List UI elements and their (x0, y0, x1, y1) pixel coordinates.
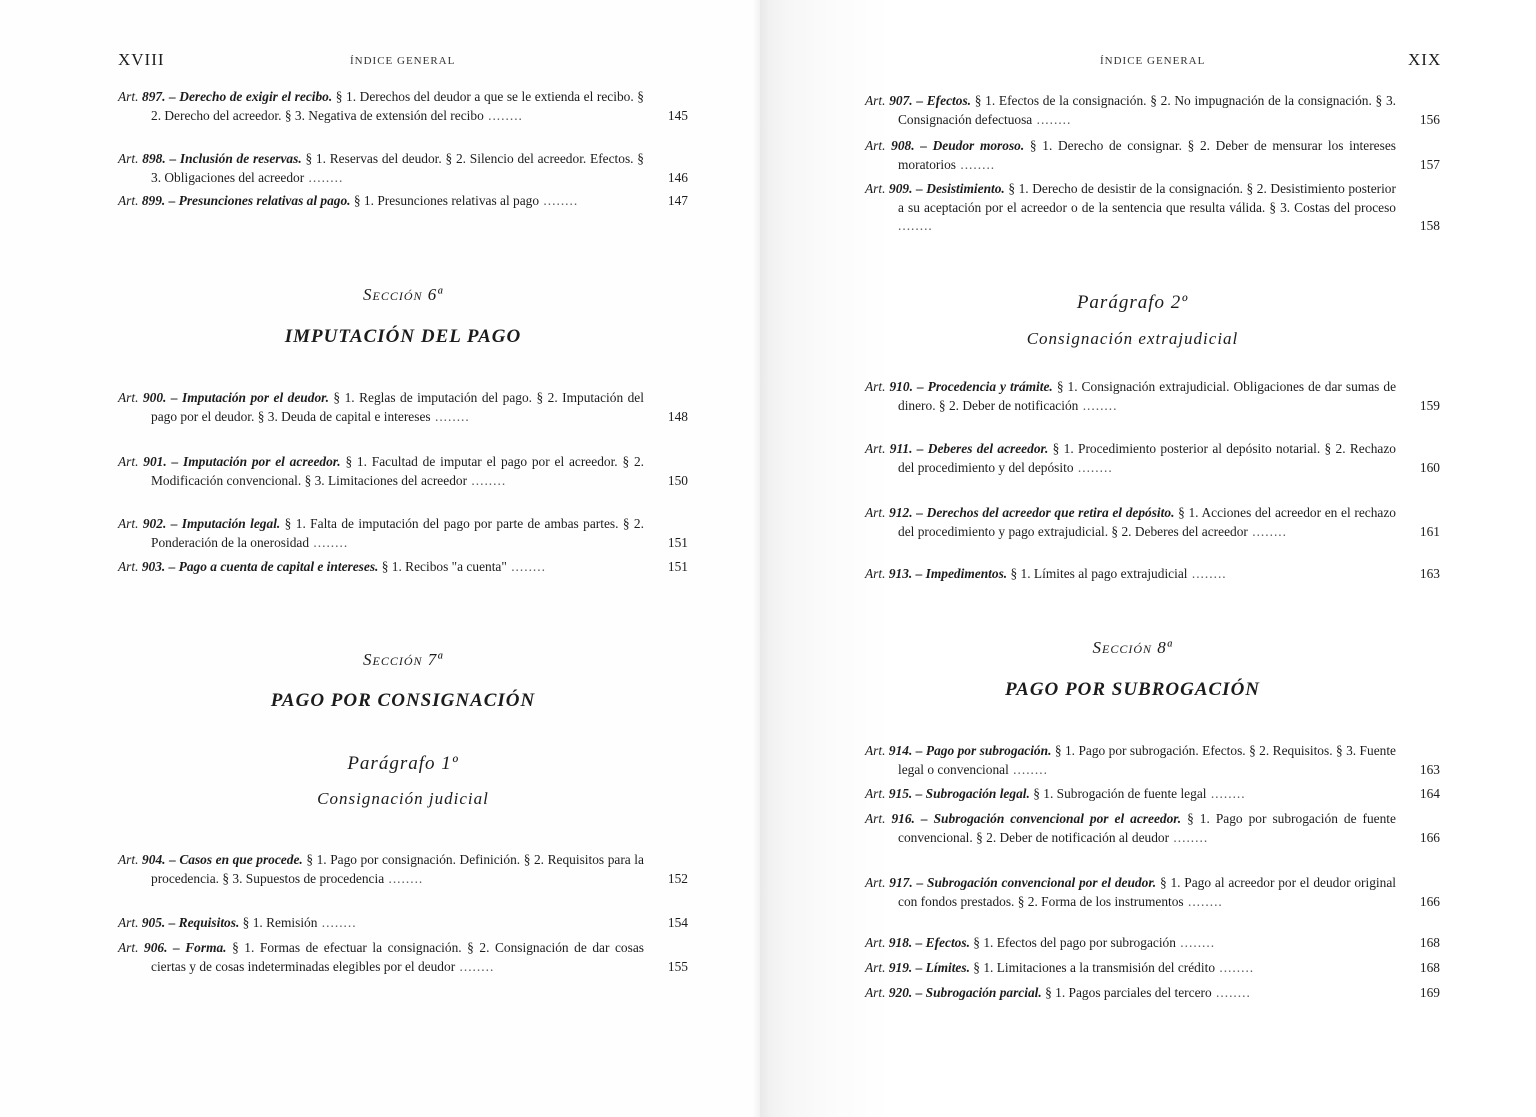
entry-body (865, 440, 1440, 477)
page-ref: 163 (1419, 566, 1440, 581)
toc-entry (865, 984, 1440, 1003)
article-text: § 1. Consignación extrajudicial. Obligaciones de dar sumas de dinero. § 2. Deber de notificación (898, 379, 1397, 413)
article-prefix: Art. (118, 852, 139, 867)
article-prefix: Art. (865, 379, 886, 394)
article-prefix: Art. (865, 935, 886, 950)
entry-body (865, 810, 1440, 847)
article-number: 897. (142, 89, 166, 104)
page-ref: 158 (1419, 218, 1440, 233)
leader-dots: ........ (1206, 786, 1246, 801)
article-number: 915. (888, 786, 913, 801)
page-ref: 151 (667, 534, 688, 550)
article-title: – Inclusión de reservas. (169, 151, 302, 166)
toc-entry (118, 150, 688, 187)
toc-entry (865, 440, 1440, 477)
section-label: Sección 7ª (363, 650, 443, 669)
page-ref: 145 (667, 107, 688, 123)
entry-body (865, 137, 1440, 174)
page-ref: 163 (1419, 761, 1440, 777)
paragraph-title: Consignación extrajudicial (1026, 329, 1239, 348)
article-prefix: Art. (118, 940, 139, 955)
article-number: 908. (891, 138, 915, 153)
article-prefix: Art. (865, 960, 886, 975)
page-ref: 155 (667, 958, 688, 974)
leader-dots: ........ (1187, 566, 1227, 581)
entry-body (865, 742, 1440, 779)
leader-dots: ........ (1215, 960, 1255, 975)
page-ref: 160 (1419, 459, 1440, 475)
toc-entry (865, 92, 1440, 129)
toc-entry (118, 88, 688, 125)
article-prefix: Art. (865, 875, 886, 890)
article-text: § 1. Pago por subrogación de fuente convencional. § 2. Deber de notificación al deudor (898, 811, 1396, 845)
article-number: 913. (888, 566, 913, 581)
entry-body (865, 378, 1440, 415)
article-text: § 1. Pago al acreedor por el deudor original con fondos prestados. § 2. Forma de los instrumentos (898, 875, 1396, 909)
article-prefix: Art. (865, 985, 886, 1000)
article-text: § 1. Pago por consignación. Definición. § 2. Requisitos para la procedencia. § 3. Supuestos de procedencia (151, 852, 644, 886)
article-number: 912. (889, 505, 913, 520)
page-ref: 168 (1419, 960, 1440, 975)
page-ref: 166 (1419, 829, 1440, 845)
page-ref: 147 (667, 193, 688, 208)
leader-dots: ........ (1175, 935, 1216, 950)
article-number: 902. (142, 516, 167, 531)
entry-body (118, 515, 688, 552)
article-prefix: Art. (865, 181, 886, 196)
article-text: § 1. Reservas del deudor. § 2. Silencio del acreedor. Efectos. § 3. Obligaciones del acreedor (151, 151, 644, 185)
section-title: PAGO POR SUBROGACIÓN (1004, 679, 1261, 700)
article-title: – Derechos del acreedor que retira el depósito. (916, 505, 1175, 520)
entry-body (865, 984, 1440, 1003)
page-ref: 168 (1419, 935, 1440, 950)
article-text: § 1. Acciones del acreedor en el rechazo del procedimiento y pago extrajudicial. § 2. Deberes del acreedor (898, 505, 1397, 539)
article-title: – Derecho de exigir el recibo. (169, 89, 333, 104)
leader-dots: ........ (1008, 761, 1048, 777)
entry-body (118, 558, 688, 577)
article-title: – Imputación por el acreedor. (171, 454, 341, 469)
article-text: § 1. Presunciones relativas al pago (353, 193, 540, 208)
article-title: – Imputación por el deudor. (170, 390, 329, 405)
article-text: § 1. Pago por subrogación. Efectos. § 2. Requisitos. § 3. Fuente legal o convencional (898, 743, 1396, 777)
article-prefix: Art. (118, 89, 139, 104)
entry-body (865, 785, 1440, 804)
article-number: 919. (888, 960, 913, 975)
entry-body (118, 939, 688, 976)
paragraph-label: Parágrafo 1º (347, 753, 459, 774)
article-text: § 1. Limitaciones a la transmisión del crédito (973, 960, 1216, 975)
article-title: – Requisitos. (168, 915, 240, 930)
entry-body (865, 934, 1440, 953)
section-title: PAGO POR CONSIGNACIÓN (270, 690, 536, 711)
article-title: – Pago a cuenta de capital e intereses. (168, 559, 379, 574)
toc-entry (865, 810, 1440, 847)
toc-entry (118, 453, 688, 490)
toc-entry (865, 874, 1440, 911)
article-title: – Desistimiento. (916, 181, 1005, 196)
article-text: § 1. Formas de efectuar la consignación. § 2. Consignación de dar cosas ciertas y de cosas indeterminadas elegibles por el deudor (151, 940, 644, 974)
page-ref: 169 (1419, 985, 1440, 1000)
entry-body (865, 180, 1440, 236)
article-prefix: Art. (865, 93, 886, 108)
article-text: § 1. Derecho de consignar. § 2. Deber de mensurar los intereses moratorios (898, 138, 1396, 172)
toc-entry (865, 137, 1440, 174)
page-ref: 164 (1419, 786, 1440, 801)
article-text: § 1. Derechos del deudor a que se le extienda el recibo. § 2. Derecho del acreedor. § 3. Negativa de extensión del recibo (151, 89, 644, 123)
article-prefix: Art. (118, 151, 139, 166)
article-text: § 1. Reglas de imputación del pago. § 2. Imputación del pago por el deudor. § 3. Deuda de capital e intereses (151, 390, 644, 424)
leader-dots: ........ (467, 472, 507, 488)
article-number: 918. (888, 935, 913, 950)
page-ref: 151 (667, 559, 688, 574)
article-title: – Imputación legal. (170, 516, 281, 531)
article-number: 907. (889, 93, 913, 108)
entry-body (118, 88, 688, 125)
article-number: 903. (141, 559, 166, 574)
article-text: § 1. Efectos de la consignación. § 2. No impugnación de la consignación. § 3. Consignación defectuosa (898, 93, 1396, 127)
leader-dots: ........ (1169, 829, 1209, 845)
toc-entry (865, 180, 1440, 236)
article-text: § 1. Falta de imputación del pago por parte de ambas partes. § 2. Ponderación de la onerosidad (151, 516, 644, 550)
page-ref: 156 (1419, 111, 1440, 127)
article-title: – Límites. (915, 960, 970, 975)
entry-body (865, 959, 1440, 978)
article-number: 920. (888, 985, 913, 1000)
leader-dots: ........ (304, 169, 344, 185)
toc-entry (118, 515, 688, 552)
page-number: XVIII (118, 50, 165, 69)
leader-dots: ........ (1211, 985, 1251, 1000)
page-ref: 161 (1419, 523, 1440, 539)
page-ref: 150 (667, 472, 688, 488)
article-title: – Subrogación convencional por el deudor. (916, 875, 1157, 890)
entry-body (865, 565, 1440, 584)
toc-entry (118, 851, 688, 888)
article-prefix: Art. (118, 193, 139, 208)
article-prefix: Art. (865, 811, 886, 826)
article-prefix: Art. (865, 441, 886, 456)
article-number: 917. (889, 875, 913, 890)
article-title: – Subrogación convencional por el acreedor. (920, 811, 1182, 826)
entry-body (118, 914, 688, 933)
article-title: – Pago por subrogación. (915, 743, 1052, 758)
article-title: – Efectos. (915, 935, 970, 950)
article-text: § 1. Facultad de imputar el pago por el acreedor. § 2. Modificación convencional. § 3. Limitaciones del acreedor (151, 454, 644, 488)
page-ref: 159 (1419, 397, 1440, 413)
entry-body (118, 453, 688, 490)
article-prefix: Art. (118, 454, 139, 469)
article-number: 910. (889, 379, 913, 394)
article-title: – Forma. (173, 940, 227, 955)
entry-body (118, 851, 688, 888)
toc-entry (118, 192, 688, 211)
article-title: – Subrogación parcial. (915, 985, 1042, 1000)
toc-entry (118, 914, 688, 933)
paragraph-title: Consignación judicial (317, 789, 489, 808)
paragraph-label: Parágrafo 2º (1076, 292, 1189, 313)
toc-entry (865, 785, 1440, 804)
leader-dots: ........ (384, 870, 424, 886)
article-title: – Impedimentos. (915, 566, 1008, 581)
toc-entry (865, 934, 1440, 953)
toc-entry (118, 558, 688, 577)
article-text: § 1. Efectos del pago por subrogación (973, 935, 1176, 950)
entry-body (865, 92, 1440, 129)
article-number: 900. (142, 390, 167, 405)
leader-dots: ........ (483, 107, 523, 123)
leader-dots: ........ (455, 958, 495, 974)
leader-dots: ........ (1247, 523, 1288, 539)
entry-body (118, 150, 688, 187)
article-title: – Casos en que procede. (169, 852, 303, 867)
article-prefix: Art. (865, 566, 886, 581)
article-text: § 1. Procedimiento posterior al depósito notarial. § 2. Rechazo del procedimiento y del depósito (898, 441, 1396, 475)
page-ref: 166 (1419, 893, 1440, 909)
article-title: – Procedencia y trámite. (916, 379, 1053, 394)
section-label: Sección 8ª (1092, 638, 1173, 657)
article-number: 911. (889, 441, 913, 456)
article-prefix: Art. (865, 505, 886, 520)
page-ref: 154 (667, 915, 688, 930)
article-text: § 1. Pagos parciales del tercero (1045, 985, 1212, 1000)
article-prefix: Art. (865, 138, 886, 153)
article-number: 914. (888, 743, 913, 758)
right-page (760, 0, 1536, 1117)
article-prefix: Art. (865, 743, 886, 758)
article-title: – Presunciones relativas al pago. (168, 193, 351, 208)
toc-entry (118, 939, 688, 976)
toc-entry (865, 959, 1440, 978)
page-ref: 146 (667, 169, 688, 185)
leader-dots: ........ (898, 218, 933, 233)
leader-dots: ........ (317, 915, 357, 930)
article-prefix: Art. (118, 390, 139, 405)
page-ref: 152 (667, 870, 688, 886)
article-number: 905. (141, 915, 166, 930)
running-title: ÍNDICE GENERAL (350, 55, 456, 67)
toc-entry (865, 378, 1440, 415)
article-number: 916. (891, 811, 915, 826)
article-prefix: Art. (118, 559, 139, 574)
leader-dots: ........ (1078, 397, 1118, 413)
article-number: 909. (889, 181, 913, 196)
article-text: § 1. Recibos "a cuenta" (381, 559, 507, 574)
entry-body (118, 389, 688, 426)
article-prefix: Art. (865, 786, 886, 801)
article-number: 906. (144, 940, 168, 955)
section-title: IMPUTACIÓN DEL PAGO (284, 326, 522, 347)
article-prefix: Art. (118, 915, 139, 930)
article-number: 901. (143, 454, 167, 469)
entry-body (865, 874, 1440, 911)
leader-dots: ........ (506, 559, 546, 574)
article-prefix: Art. (118, 516, 139, 531)
article-number: 904. (142, 852, 166, 867)
leader-dots: ........ (956, 156, 996, 172)
leader-dots: ........ (1032, 111, 1072, 127)
entry-body (865, 504, 1440, 541)
toc-entry (865, 742, 1440, 779)
leader-dots: ........ (1073, 459, 1113, 475)
left-page (0, 0, 760, 1117)
article-number: 899. (141, 193, 166, 208)
toc-entry (865, 504, 1440, 541)
article-text: § 1. Remisión (242, 915, 318, 930)
toc-entry (865, 565, 1440, 584)
leader-dots: ........ (309, 534, 349, 550)
article-title: – Deberes del acreedor. (916, 441, 1049, 456)
toc-entry (118, 389, 688, 426)
running-title: ÍNDICE GENERAL (1100, 55, 1206, 67)
section-label: Sección 6ª (363, 285, 443, 304)
article-title: – Deudor moroso. (920, 138, 1025, 153)
article-text: § 1. Derecho de desistir de la consignación. § 2. Desistimiento posterior a su aceptación por el acreedor o de la sentencia que resulta válida. § 3. Costas del proceso (898, 181, 1396, 215)
leader-dots: ........ (539, 193, 579, 208)
leader-dots: ........ (1183, 893, 1223, 909)
page-ref: 148 (667, 408, 688, 424)
article-title: – Subrogación legal. (915, 786, 1030, 801)
leader-dots: ........ (430, 408, 470, 424)
page-ref: 157 (1419, 156, 1440, 172)
page-number: XIX (1408, 50, 1442, 69)
entry-body (118, 192, 688, 211)
article-number: 898. (142, 151, 166, 166)
article-title: – Efectos. (916, 93, 972, 108)
article-text: § 1. Subrogación de fuente legal (1033, 786, 1207, 801)
article-text: § 1. Límites al pago extrajudicial (1010, 566, 1188, 581)
